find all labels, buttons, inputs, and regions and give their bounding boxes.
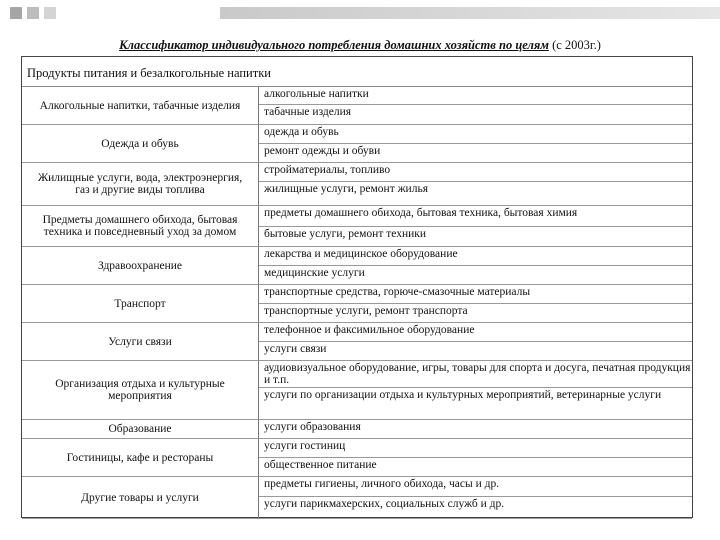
item-cell: предметы домашнего обихода, бытовая техника, бытовая химия [259, 206, 692, 227]
category-cell: Алкогольные напитки, табачные изделия [22, 87, 259, 125]
item-cell: медицинские услуги [259, 266, 692, 285]
item-cell: общественное питание [259, 458, 692, 477]
item-cell: транспортные средства, горюче-смазочные материалы [259, 285, 692, 304]
item-cell: телефонное и факсимильное оборудование [259, 323, 692, 342]
category-cell: Транспорт [22, 285, 259, 323]
classifier-table [21, 56, 693, 518]
decor-strip [220, 7, 720, 19]
item-cell: услуги связи [259, 342, 692, 361]
item-cell: услуги парикмахерских, социальных служб и др. [259, 497, 692, 519]
category-cell: Образование [22, 420, 259, 439]
table-header-row: Продукты питания и безалкогольные напитки [22, 57, 692, 87]
item-cell: транспортные услуги, ремонт транспорта [259, 304, 692, 323]
item-cell: услуги образования [259, 420, 692, 439]
item-cell: одежда и обувь [259, 125, 692, 144]
category-cell: Жилищные услуги, вода, электроэнергия, газ и другие виды топлива [22, 163, 259, 206]
item-cell: лекарства и медицинское оборудование [259, 247, 692, 266]
item-cell: аудиовизуальное оборудование, игры, товары для спорта и досуга, печатная продукция и т.п. [259, 361, 692, 388]
category-cell: Предметы домашнего обихода, бытовая техника и повседневный уход за домом [22, 206, 259, 247]
item-cell: ремонт одежды и обуви [259, 144, 692, 163]
item-cell: алкогольные напитки [259, 87, 692, 105]
item-cell: услуги по организации отдыха и культурных мероприятий, ветеринарные услуги [259, 388, 692, 420]
decor-square-1 [10, 7, 22, 19]
item-cell: жилищные услуги, ремонт жилья [259, 182, 692, 206]
category-cell: Гостиницы, кафе и рестораны [22, 439, 259, 477]
item-cell: стройматериалы, топливо [259, 163, 692, 182]
category-cell: Услуги связи [22, 323, 259, 361]
decor-square-3 [44, 7, 56, 19]
page-title [0, 38, 720, 53]
item-cell: предметы гигиены, личного обихода, часы и др. [259, 477, 692, 497]
page-title-main: Классификатор индивидуального потребления домашних хозяйств по целям [119, 38, 549, 52]
item-cell: бытовые услуги, ремонт техники [259, 227, 692, 247]
category-cell: Другие товары и услуги [22, 477, 259, 519]
item-cell: табачные изделия [259, 105, 692, 125]
category-cell: Одежда и обувь [22, 125, 259, 163]
category-cell: Организация отдыха и культурные мероприятия [22, 361, 259, 420]
category-cell: Здравоохранение [22, 247, 259, 285]
decor-square-2 [27, 7, 39, 19]
item-cell: услуги гостиниц [259, 439, 692, 458]
page-title-suffix: (с 2003г.) [552, 38, 601, 52]
